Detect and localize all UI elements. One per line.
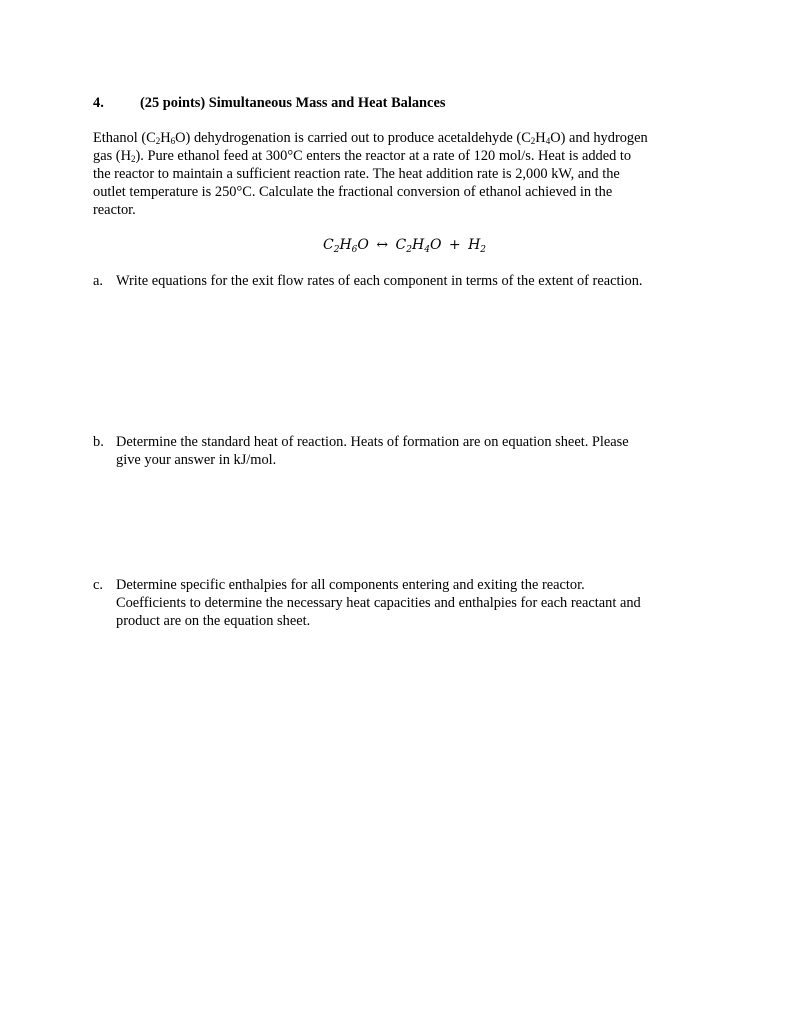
- statement-line: outlet temperature is 250°C. Calculate the fractional conversion of ethanol achieved in the: [93, 184, 613, 200]
- statement-text: ). Pure ethanol feed at 300°C enters the reactor at a rate of 120 mol/s. Heat is added to: [135, 148, 632, 164]
- problem-heading: [93, 94, 445, 112]
- question-letter: a.: [93, 273, 103, 289]
- eq-symbol: H: [339, 237, 352, 253]
- subscript: 2: [155, 136, 161, 146]
- statement-text: H: [160, 130, 171, 146]
- eq-symbol: O: [429, 237, 442, 253]
- question-text: [116, 433, 629, 469]
- statement-text: H: [535, 130, 546, 146]
- question-line: Determine specific enthalpies for all components entering and exiting the reactor.: [116, 577, 585, 593]
- question-line: Write equations for the exit flow rates of each component in terms of the extent of reaction.: [116, 273, 643, 289]
- statement-line: the reactor to maintain a sufficient reaction rate. The heat addition rate is 2,000 kW, and the: [93, 166, 620, 182]
- question-line: Determine the standard heat of reaction. Heats of formation are on equation sheet. Please: [116, 434, 629, 450]
- problem-title: (25 points) Simultaneous Mass and Heat Balances: [140, 95, 446, 111]
- eq-subscript: 2: [406, 245, 412, 255]
- statement-line: [93, 147, 703, 165]
- statement-text: Ethanol (C: [93, 130, 156, 146]
- question-text: [116, 272, 643, 290]
- subscript: 6: [170, 136, 176, 146]
- reaction-equation: [323, 236, 486, 259]
- problem-number: 4.: [93, 95, 104, 111]
- eq-subscript: 6: [351, 245, 358, 255]
- statement-text: gas (H: [93, 148, 131, 164]
- eq-subscript: 2: [333, 245, 340, 255]
- problem-statement: [93, 129, 703, 219]
- question-line: give your answer in kJ/mol.: [116, 452, 277, 468]
- eq-subscript: 2: [480, 245, 487, 255]
- subscript: 4: [545, 136, 551, 146]
- statement-text: O) dehydrogenation is carried out to produce acetaldehyde (C: [175, 130, 531, 146]
- eq-symbol: H: [411, 237, 425, 253]
- eq-symbol: H: [468, 237, 481, 253]
- plus-sign: +: [448, 237, 461, 253]
- eq-subscript: 4: [424, 245, 430, 255]
- eq-symbol: O: [357, 237, 369, 253]
- subscript: 2: [130, 154, 136, 164]
- question-line: Coefficients to determine the necessary heat capacities and enthalpies for each reactant and: [116, 595, 641, 611]
- eq-symbol: C: [323, 237, 334, 253]
- question-letter: c.: [93, 577, 103, 593]
- reversible-arrow: ↔: [376, 237, 389, 253]
- question-text: [116, 576, 641, 630]
- statement-text: O) and hydrogen: [550, 130, 648, 146]
- eq-symbol: C: [395, 237, 407, 253]
- question-letter: b.: [93, 434, 104, 450]
- question-line: product are on the equation sheet.: [116, 613, 311, 629]
- statement-line: reactor.: [93, 202, 136, 218]
- statement-line: [93, 129, 703, 147]
- subscript: 2: [530, 136, 536, 146]
